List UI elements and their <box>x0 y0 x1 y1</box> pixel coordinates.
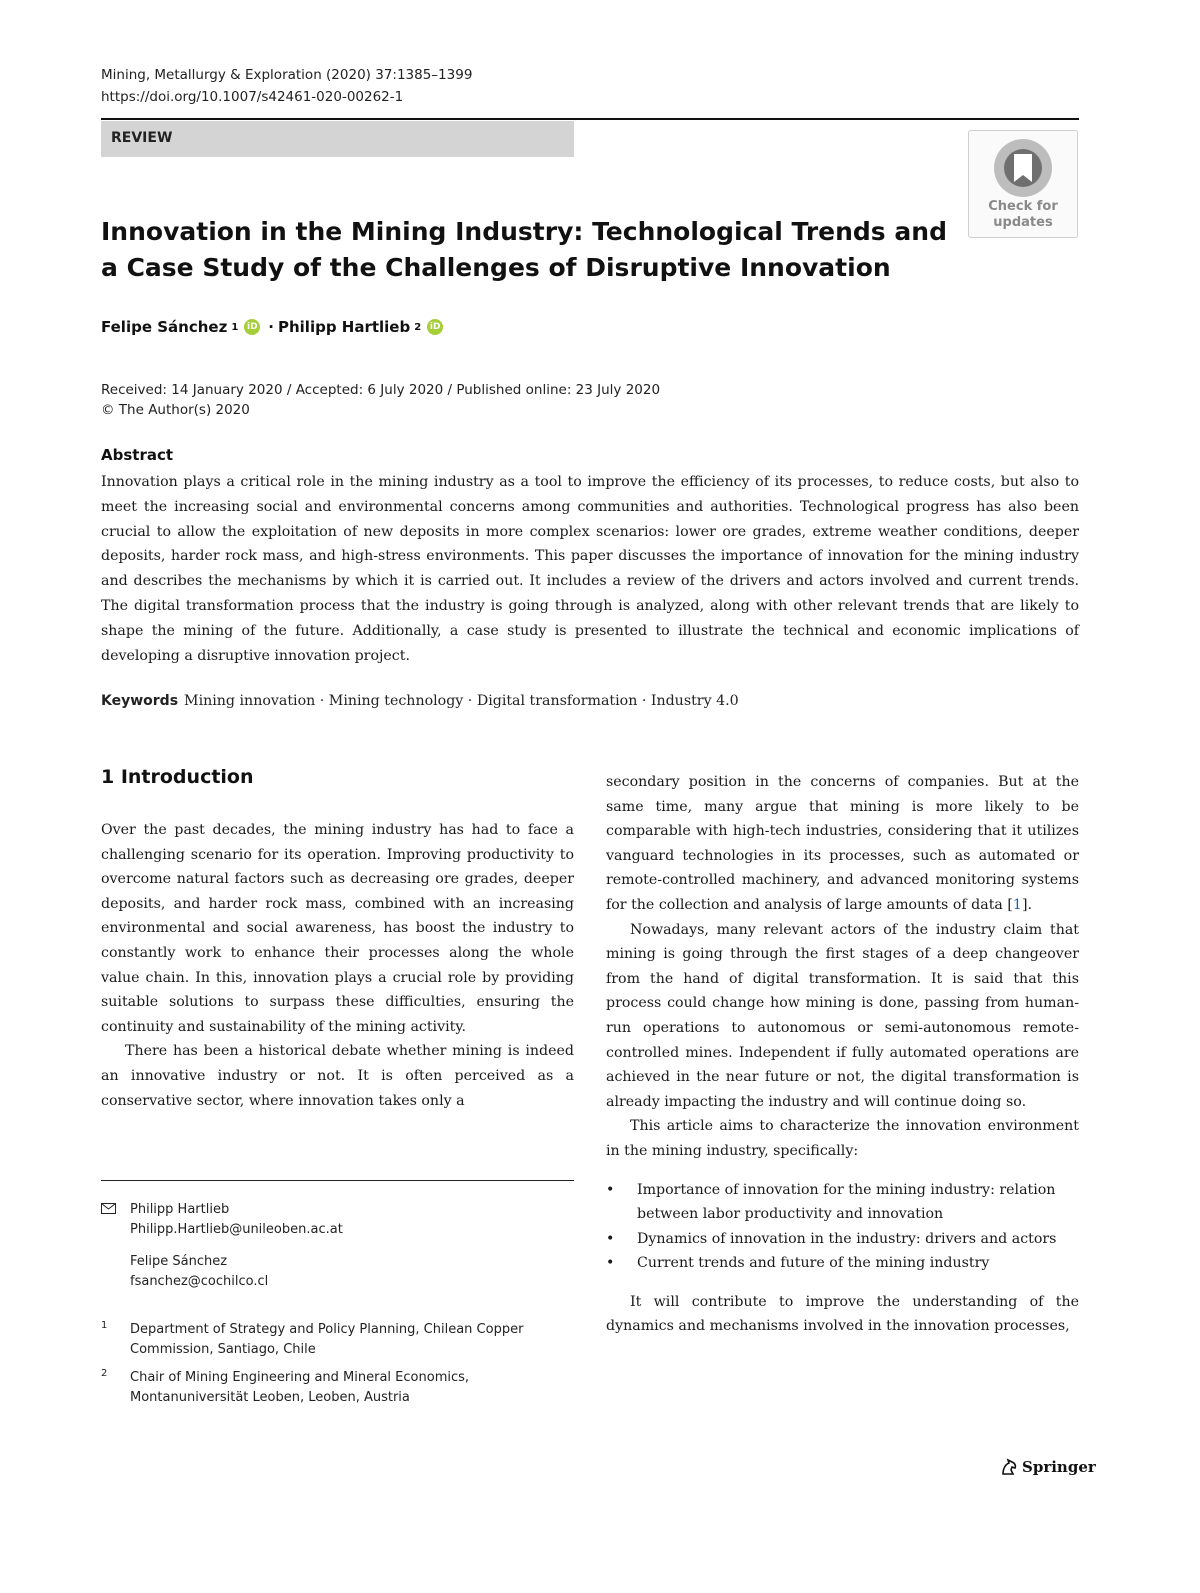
list-item: • Dynamics of innovation in the industry: drivers and actors <box>606 1227 1079 1252</box>
section-heading: 1 Introduction <box>101 766 254 788</box>
affiliation-line: Commission, Santiago, Chile <box>130 1342 316 1357</box>
author-affil-2: 2 <box>414 321 422 333</box>
bullet-list <box>606 1178 1079 1276</box>
corr-name: Philipp Hartlieb <box>130 1202 230 1217</box>
affiliation-2 <box>101 1368 574 1408</box>
author-name-2[interactable]: Philipp Hartlieb <box>277 318 411 336</box>
affiliation-line: Chair of Mining Engineering and Mineral Economics, <box>130 1370 470 1385</box>
reference-link[interactable]: 1 <box>1012 896 1022 913</box>
affiliation-1 <box>101 1320 574 1360</box>
orcid-icon[interactable]: iD <box>427 319 443 335</box>
badge-line-1: Check for <box>988 199 1058 214</box>
corr-email[interactable]: Philipp.Hartlieb@unileoben.ac.at <box>130 1222 343 1237</box>
journal-header <box>101 64 472 108</box>
paragraph: This article aims to characterize the innovation environment in the mining industry, specifically: <box>606 1118 1079 1159</box>
check-for-updates-badge[interactable] <box>968 130 1078 238</box>
publisher-logo <box>1000 1458 1096 1476</box>
affiliation-line: Department of Strategy and Policy Planning, Chilean Copper <box>130 1322 524 1337</box>
journal-citation: Mining, Metallurgy & Exploration (2020) 37:1385–1399 <box>101 67 473 83</box>
affiliation-number: 2 <box>101 1368 108 1379</box>
paragraph: Nowadays, many relevant actors of the industry claim that mining is going through the first stages of a deep changeover from the hand of digital transformation. It is said that this process could change how mining is done, passing from human-run operations to autonomous or semi-autonomous remote-controlled mines. Independent if fully automated operations are achieved in the near future or not, the digital transformation is already impacting the industry and will continue doing so. <box>606 921 1079 1110</box>
abstract-heading: Abstract <box>101 446 174 464</box>
footnote-rule <box>101 1180 574 1181</box>
paragraph <box>606 770 1079 918</box>
doi-link[interactable]: https://doi.org/10.1007/s42461-020-00262-1 <box>101 89 404 105</box>
badge-line-2: updates <box>993 215 1053 230</box>
author-separator: · <box>268 318 274 336</box>
springer-horse-icon <box>1000 1458 1018 1476</box>
author2-name: Felipe Sánchez <box>130 1254 228 1269</box>
publisher-name: Springer <box>1022 1458 1096 1476</box>
paragraph-text: ]. <box>1021 896 1032 913</box>
article-title: Innovation in the Mining Industry: Technological Trends and a Case Study of the Challenges of Disruptive Innovation <box>101 217 947 282</box>
paragraph-text: secondary position in the concerns of companies. But at the same time, many argue that mining is more likely to be comparable with high-tech industries, considering that it utilizes vanguard technologies in its processes, such as automated or remote-controlled machinery, and advanced monitoring systems for the collection and analysis of large amounts of data [ <box>606 774 1079 913</box>
envelope-icon <box>101 1203 116 1214</box>
keywords-text: Mining innovation · Mining technology · Digital transformation · Industry 4.0 <box>184 693 739 709</box>
article-type-label: REVIEW <box>111 130 173 146</box>
list-item: • Importance of innovation for the mining industry: relation between labor productivity and innovation <box>606 1178 1079 1227</box>
header-rule <box>101 118 1079 120</box>
author-affil-1: 1 <box>231 321 239 333</box>
affiliation-line: Montanuniversität Leoben, Leoben, Austria <box>130 1390 410 1405</box>
list-item: • Current trends and future of the mining industry <box>606 1251 1079 1276</box>
copyright-line: © The Author(s) 2020 <box>101 402 250 418</box>
author-list <box>101 318 447 336</box>
abstract-text: Innovation plays a critical role in the mining industry as a tool to improve the efficiency of its processes, to reduce costs, but also to meet the increasing social and environmental concerns among communities and authorities. Technological progress has also been crucial to allow the exploitation of new deposits in more complex scenarios: lower ore grades, extreme weather conditions, deeper deposits, harder rock mass, and high-stress environments. This paper discusses the importance of innovation for the mining industry and describes the mechanisms by which it is carried out. It includes a review of the drivers and actors involved and current trends. The digital transformation process that the industry is going through is analyzed, along with other relevant trends that are likely to shape the mining of the future. Additionally, a case study is presented to illustrate the technical and economic implications of developing a disruptive innovation project. <box>101 474 1079 664</box>
corresponding-author <box>101 1200 343 1292</box>
keywords-label: Keywords <box>101 693 179 709</box>
paragraph: It will contribute to improve the understanding of the dynamics and mechanisms involved in the innovation processes, <box>606 1293 1079 1335</box>
orcid-icon[interactable]: iD <box>244 319 260 335</box>
author-name-1[interactable]: Felipe Sánchez <box>101 318 228 336</box>
author2-email[interactable]: fsanchez@cochilco.cl <box>130 1274 269 1289</box>
affiliation-number: 1 <box>101 1320 108 1331</box>
left-column <box>101 818 574 1113</box>
publication-dates <box>101 380 660 420</box>
crossmark-icon <box>987 137 1059 199</box>
right-column <box>606 770 1079 1339</box>
keywords <box>101 693 739 709</box>
paragraph: There has been a historical debate whether mining is indeed an innovative industry or not. It is often perceived as a conservative sector, where innovation takes only a <box>101 1043 574 1109</box>
dates-line: Received: 14 January 2020 / Accepted: 6 July 2020 / Published online: 23 July 2020 <box>101 382 661 398</box>
paragraph: Over the past decades, the mining industry has had to face a challenging scenario for its operation. Improving productivity to overcome natural factors such as decreasing ore grades, deeper deposits, and harder rock mass, combined with an increasing environmental and social awareness, has boost the industry to constantly work to enhance their processes along the whole value chain. In this, innovation plays a crucial role by providing suitable solutions to surpass these difficulties, ensuring the continuity and sustainability of the mining activity. <box>101 822 574 1035</box>
